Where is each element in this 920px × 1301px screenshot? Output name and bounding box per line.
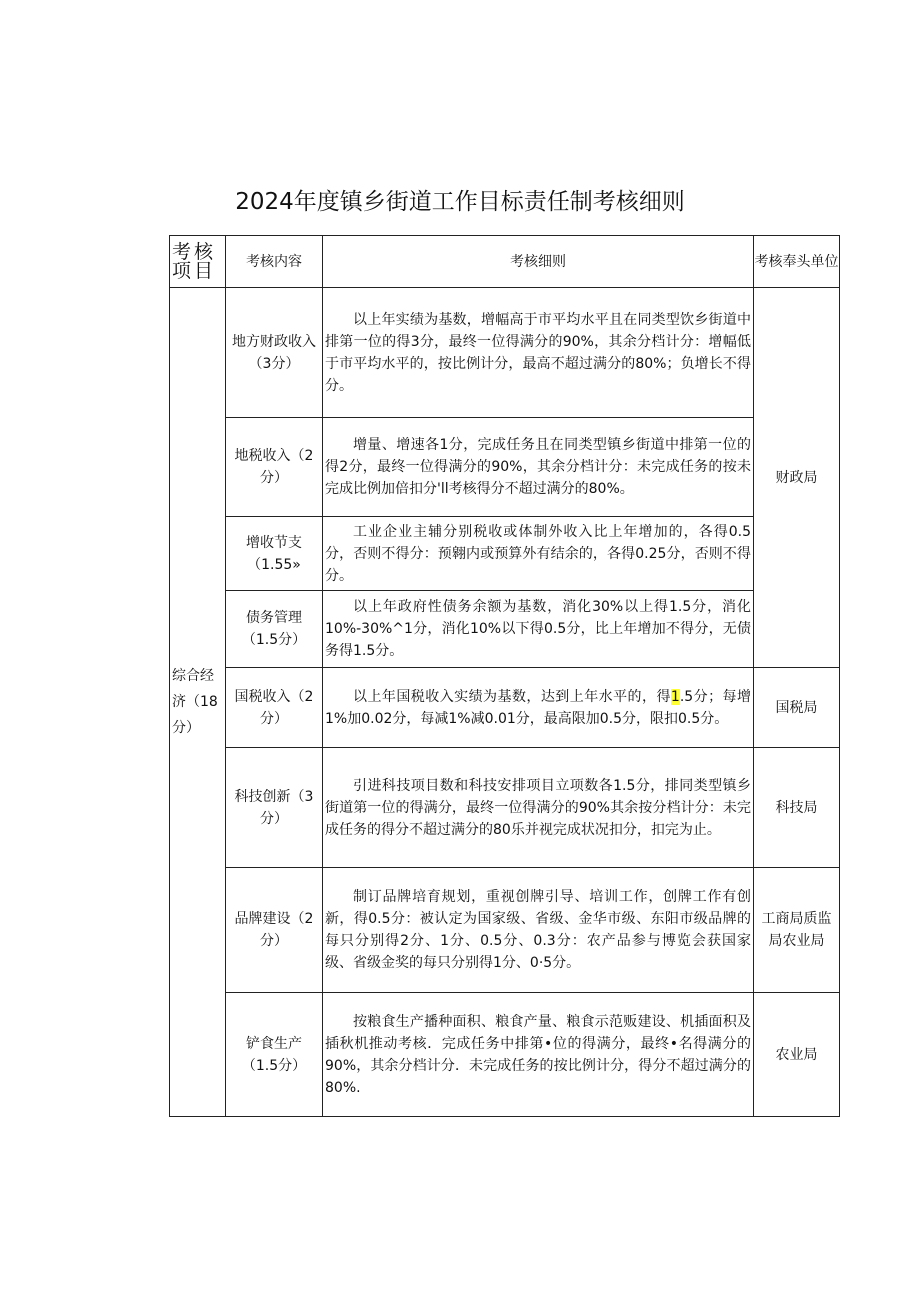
item-cell: 国税收入（2分） — [226, 668, 323, 748]
detail-text: .5分；每增1%加0.02分，每减1%减0.01分，最高限加0.5分，限扣0.5分。 — [325, 688, 752, 727]
detail-cell — [323, 668, 754, 748]
detail-cell: 工业企业主辅分别税收或体制外收入比上年增加的，各得0.5分，否则不得分：预翱内或预算外有结余的，各得0.25分，否则不得分。 — [323, 517, 754, 591]
table-row — [170, 668, 840, 748]
table-row — [170, 748, 840, 868]
table-header-row — [170, 236, 840, 288]
detail-text: 以上年国税收入实绩为基数，达到上年水平的，得 — [353, 688, 671, 705]
detail-cell: 引进科技项目数和科技安排项目立项数各1.5分，排同类型镇乡街道第一位的得满分，最终一位得满分的90%其余按分档计分：未完成任务的得分不超过满分的80乐并视完成状况扣分，扣完为止。 — [323, 748, 754, 868]
detail-cell: 增量、增速各1分，完成任务且在同类型镇乡街道中排第一位的得2分，最终一位得满分的90%，其余分档计分：未完成任务的按未完成比例加倍扣分'll考核得分不超过满分的80%。 — [323, 418, 754, 517]
table-row — [170, 418, 840, 517]
header-assessment-details: 考核细则 — [323, 236, 754, 288]
detail-cell: 按粮食生产播种面积、粮食产量、粮食示范贩建设、机插面积及插秋机推动考核．完成任务中排第•位的得满分，最终•名得满分的90%，其余分档计分．未完成任务的按比例计分，得分不超过满分的80%. — [323, 993, 754, 1117]
detail-cell: 以上年实绩为基数，增幅高于市平均水平且在同类型饮乡街道中排第一位的得3分，最终一位得满分的90%，其余分档计分：增幅低于市平均水平的，按比例计分，最高不超过满分的80%；负增长不得分。 — [323, 288, 754, 418]
page-title: 2024年度镇乡街道工作目标责任制考核细则 — [235, 189, 685, 215]
unit-cell-national-tax: 国税局 — [754, 668, 840, 748]
table-row — [170, 993, 840, 1117]
table-row — [170, 288, 840, 418]
table-row — [170, 517, 840, 591]
detail-cell: 制订品牌培育规划，重视创牌引导、培训工作，创牌工作有创新，得0.5分：被认定为国家级、省级、金华市级、东阳市级品牌的每只分别得2分、1分、0.5分、0.3分：农产品参与博览会获国家级、省级金奖的每只分别得1分、0·5分。 — [323, 868, 754, 993]
item-cell: 地税收入（2分） — [226, 418, 323, 517]
detail-cell: 以上年政府性债务余额为基数，消化30%以上得1.5分，消化10%-30%^1分，消化10%以下得0.5分，比上年增加不得分，无债务得1.5分。 — [323, 591, 754, 668]
item-cell: 品牌建设（2分） — [226, 868, 323, 993]
unit-cell-science: 科技局 — [754, 748, 840, 868]
item-cell: 铲食生产（1.5分） — [226, 993, 323, 1117]
unit-cell-finance: 财政局 — [754, 288, 840, 668]
category-cell: 综合经济（18分） — [170, 288, 226, 1117]
assessment-table — [169, 235, 840, 1117]
table-row — [170, 591, 840, 668]
highlighted-text: 1 — [670, 688, 680, 705]
header-assessment-project: 考核项目 — [170, 236, 226, 288]
table-row — [170, 868, 840, 993]
item-cell: 地方财政收入（3分） — [226, 288, 323, 418]
item-cell: 科技创新（3分） — [226, 748, 323, 868]
header-assessment-content: 考核内容 — [226, 236, 323, 288]
unit-cell-agriculture: 农业局 — [754, 993, 840, 1117]
item-cell: 增收节支（1.55» — [226, 517, 323, 591]
item-cell: 债务管理（1.5分） — [226, 591, 323, 668]
unit-cell-brand: 工商局质监局农业局 — [754, 868, 840, 993]
header-lead-unit: 考核奉头单位 — [754, 236, 840, 288]
